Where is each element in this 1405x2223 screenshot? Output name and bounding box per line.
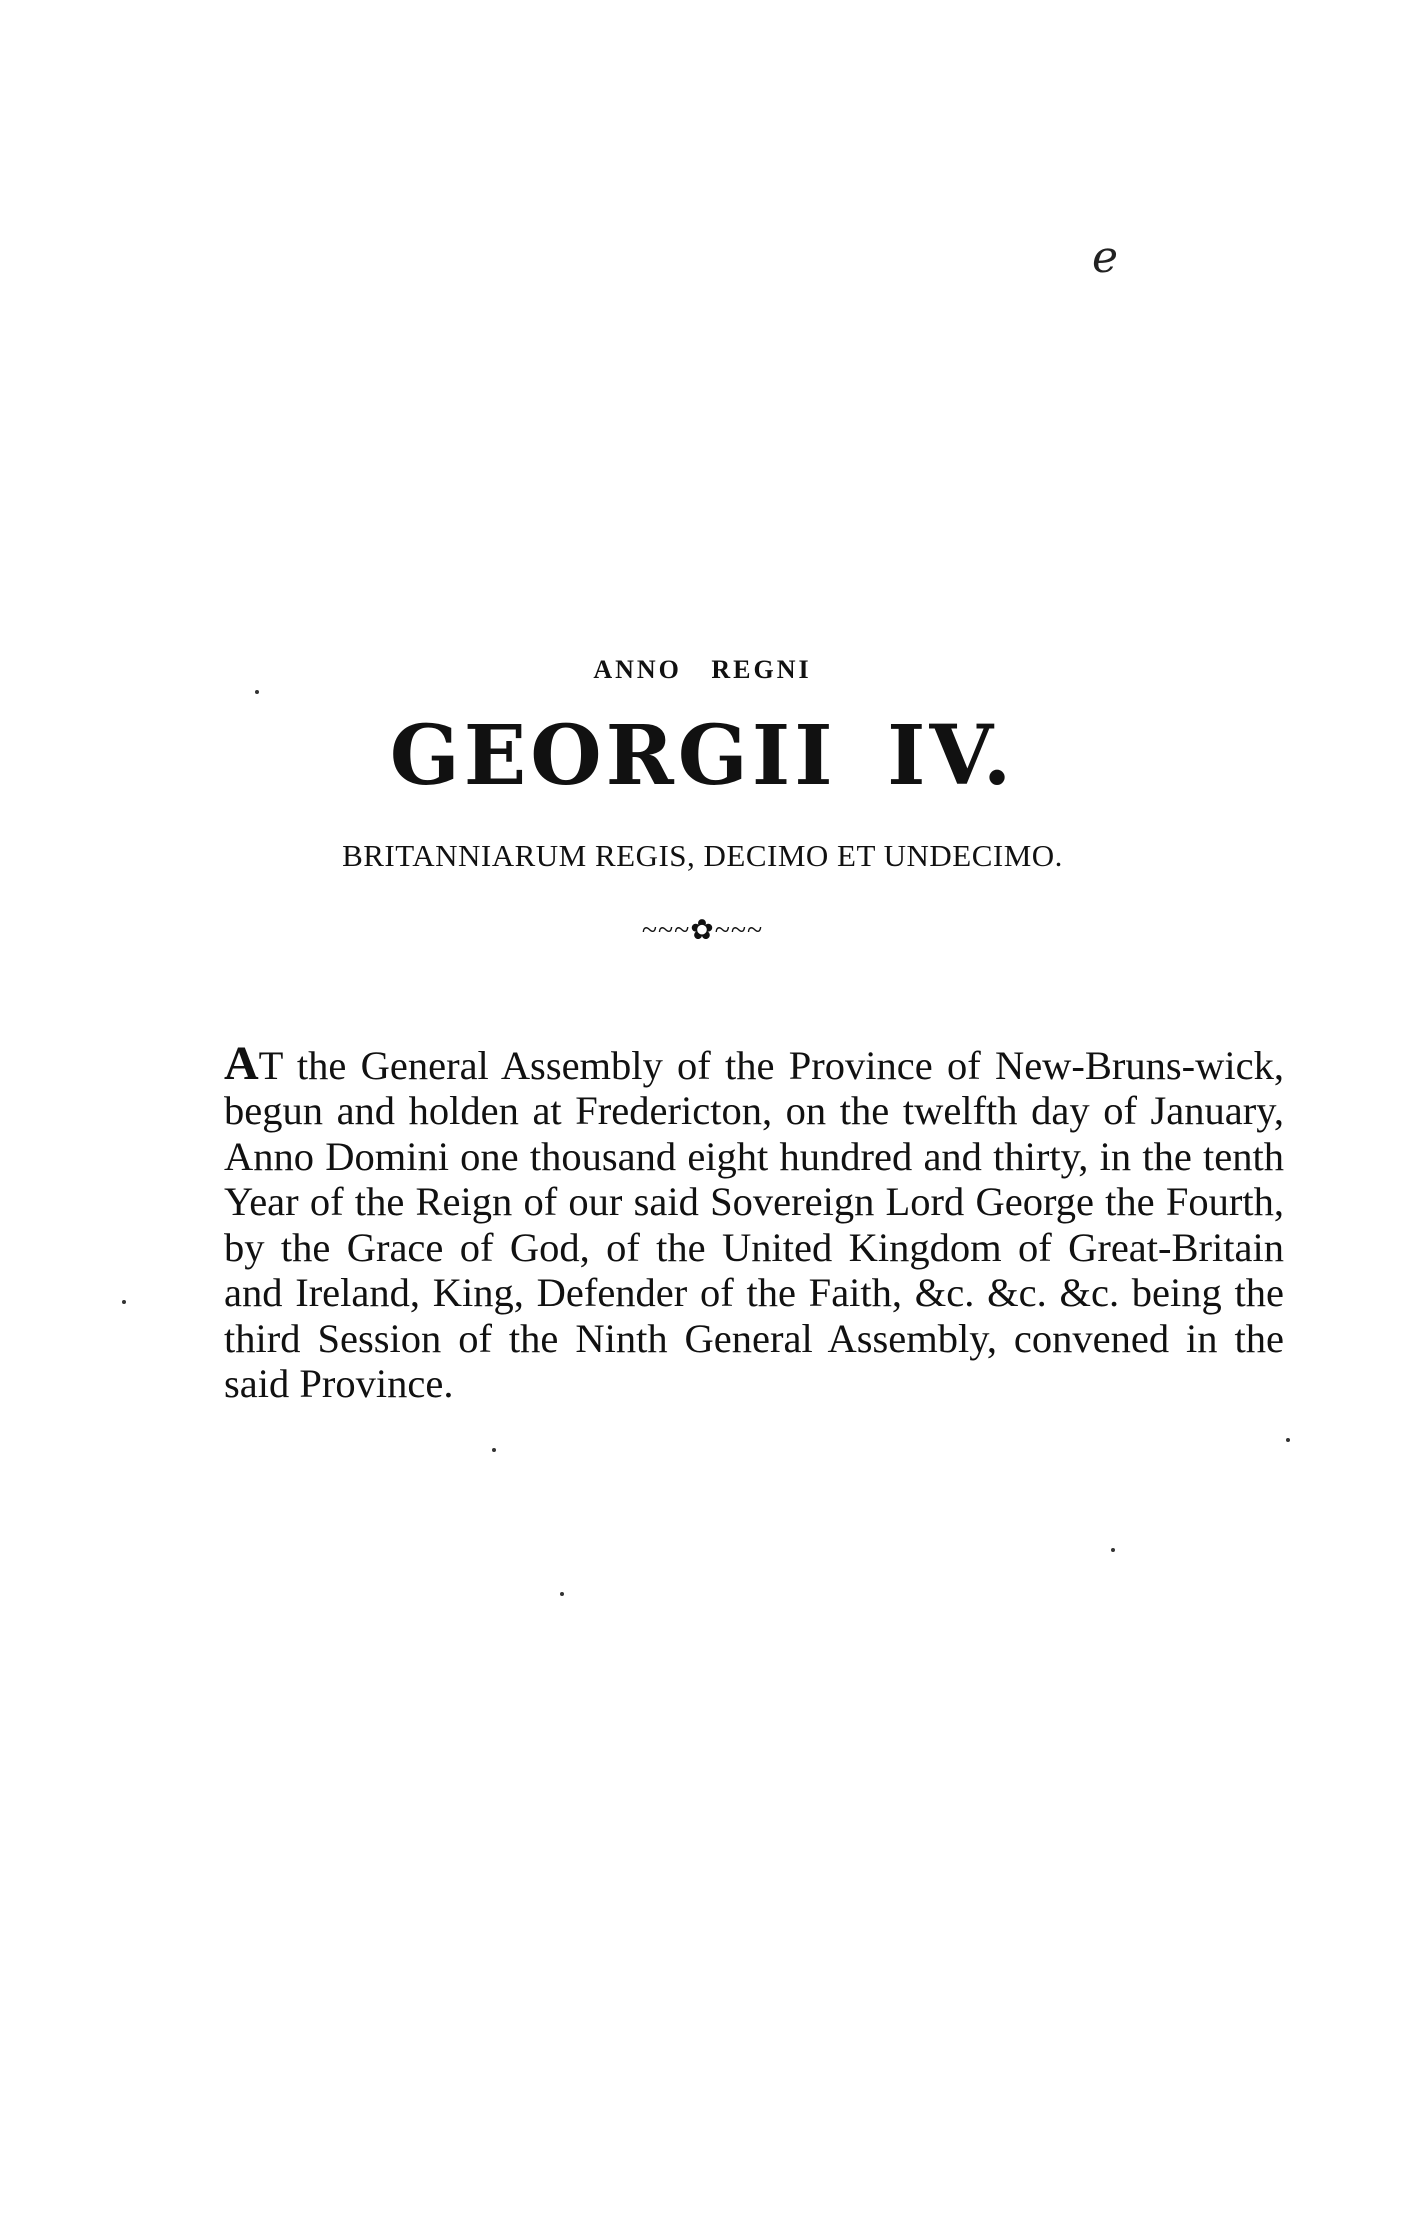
margin-note: e: [1092, 232, 1119, 283]
drop-cap: A: [224, 1036, 259, 1090]
anno-regni-heading: ANNO REGNI: [593, 655, 812, 684]
print-speck: [255, 690, 259, 694]
print-speck: [1286, 1438, 1290, 1442]
print-speck: [492, 1448, 496, 1452]
print-speck: [1111, 1548, 1115, 1552]
preamble-text: T the General Assembly of the Province of New-Bruns-wick, begun and holden at Fredericton, on the twelfth day of January, Anno Domini one thousand eight hundred and thirty, in the tenth Year of the Reign of our said Sovereign Lord George the Fourth, by the Grace of God, of the United Kingdom of Great-Britain and Ireland, King, Defender of the Faith, &c. &c. &c. being the third Session of the Ninth General Assembly, convened in the said Province.: [224, 1042, 1284, 1406]
monarch-title: GEORGII IV.: [389, 708, 1016, 804]
ornament-divider: ~~~✿~~~: [641, 915, 764, 946]
regnal-subtitle: BRITANNIARUM REGIS, DECIMO ET UNDECIMO.: [342, 838, 1063, 873]
preamble-paragraph: [224, 1036, 1284, 1407]
print-speck: [122, 1300, 126, 1304]
print-speck: [560, 1592, 564, 1596]
